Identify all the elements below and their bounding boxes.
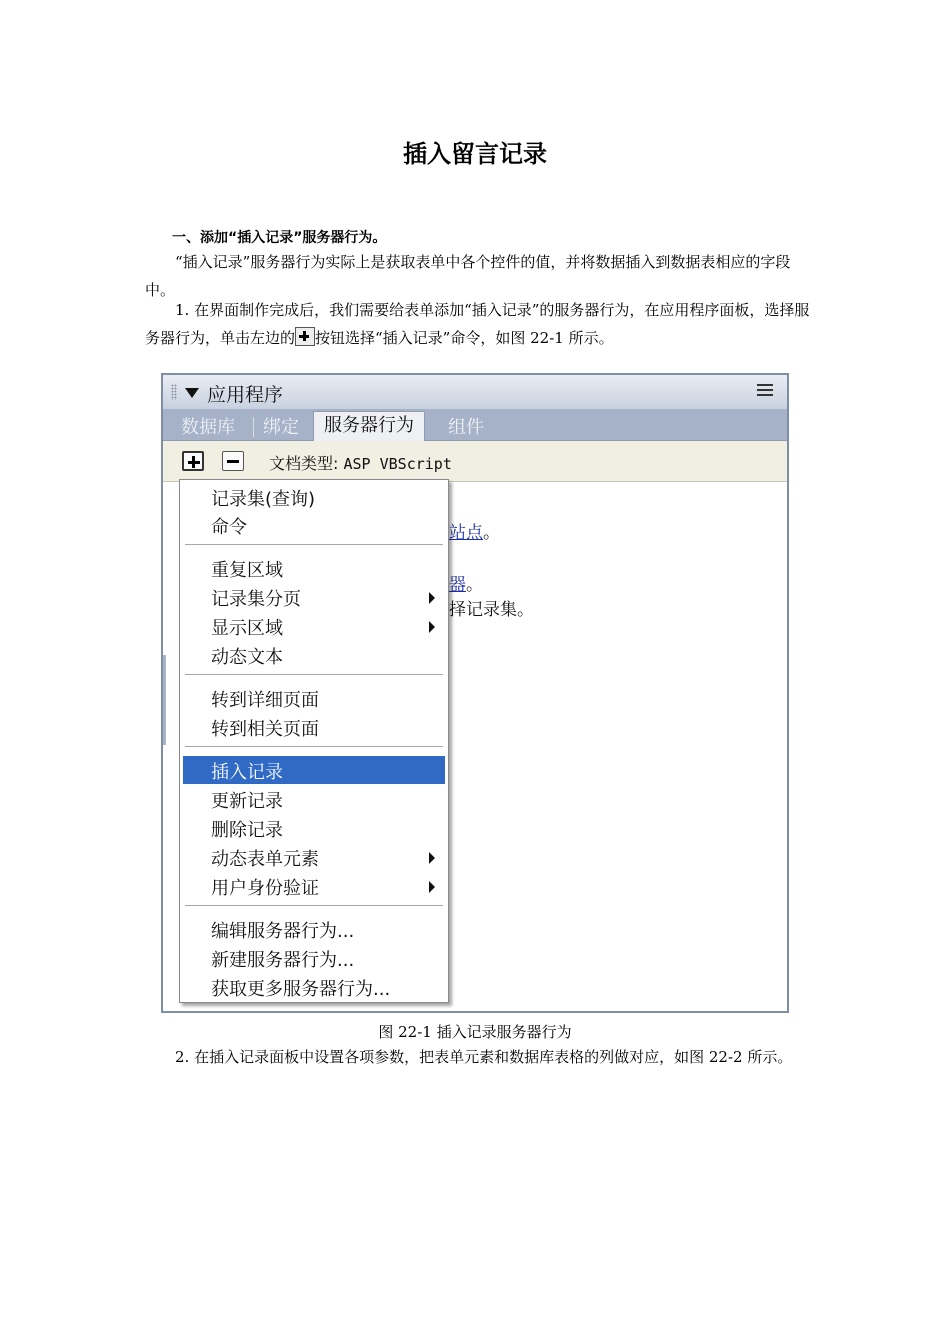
remove-behavior-button[interactable] [222,451,244,471]
paragraph-intro: “插入记录”服务器行为实际上是获取表单中各个控件的值，并将数据插入到数据表相应的字段中。 [145,253,791,299]
menu-item-go-to-related-page[interactable]: 转到相关页面 [211,719,319,740]
menu-item-repeat-region[interactable]: 重复区域 [211,560,283,581]
menu-item-delete-record[interactable]: 删除记录 [211,820,283,841]
menu-item-get-more-server-behaviors[interactable]: 获取更多服务器行为... [211,979,391,1000]
panel-tabs [163,409,787,441]
menu-item-recordset-paging[interactable]: 记录集分页 [183,583,445,611]
menu-item-dynamic-form-elements[interactable]: 动态表单元素 [183,843,445,871]
tab-components[interactable]: 组件 [448,417,484,438]
step-1-text-after: 按钮选择“插入记录”命令，如图 22-1 所示。 [315,329,614,347]
submenu-arrow-icon [429,881,435,893]
tab-database[interactable]: 数据库 [181,417,235,438]
menu-item-go-to-detail-page[interactable]: 转到详细页面 [211,690,319,711]
add-behavior-button[interactable] [182,451,204,471]
paragraph-step-2: 2. 在插入记录面板中设置各项参数，把表单元素和数据库表格的列做对应，如图 22-2 所示。 [175,1048,793,1066]
paragraph-step-1 [145,296,810,352]
menu-item-insert-record[interactable]: 插入记录 [183,756,445,784]
menu-item-show-region[interactable]: 显示区域 [183,612,445,640]
menu-item-new-server-behavior[interactable]: 新建服务器行为... [211,950,355,971]
submenu-arrow-icon [429,621,435,633]
menu-item-command[interactable]: 命令 [211,517,247,538]
server-behavior-menu [179,479,449,1003]
menu-item-recordset[interactable]: 记录集(查询) [211,489,316,510]
server-link[interactable]: 器 [449,575,466,595]
document-type: 文档类型: ASP VBScript [269,454,452,473]
tab-server-behaviors[interactable]: 服务器行为 [313,411,425,441]
grip-icon[interactable] [171,384,177,400]
page-title: 插入留言记录 [403,140,547,168]
figure-caption: 图 22-1 插入记录服务器行为 [378,1023,572,1041]
application-panel-screenshot [161,373,789,1013]
panel-title: 应用程序 [207,384,284,406]
plus-icon [295,327,315,346]
background-text-1: 站点。 [449,523,500,543]
panel-title-bar [163,375,787,410]
menu-item-user-authentication[interactable]: 用户身份验证 [183,872,445,900]
step-1-text-before: 1. 在界面制作完成后，我们需要给表单添加“插入记录”的服务器行为，在应用程序面板，选择服务器行为，单击左边的 [145,301,810,347]
collapse-triangle-icon[interactable] [185,388,199,398]
panel-toolbar [163,441,787,482]
tab-bindings[interactable]: 绑定 [263,417,299,438]
section-heading: 一、添加“插入记录”服务器行为。 [172,230,387,246]
menu-item-update-record[interactable]: 更新记录 [211,791,283,812]
menu-item-edit-server-behaviors[interactable]: 编辑服务器行为... [211,921,355,942]
submenu-arrow-icon [429,852,435,864]
document-type-value: ASP VBScript [343,455,452,473]
background-text-3: 择记录集。 [449,600,534,620]
site-link[interactable]: 站点 [449,523,483,543]
background-text-2: 器。 [449,575,483,595]
submenu-arrow-icon [429,592,435,604]
options-menu-icon[interactable] [757,384,773,398]
menu-item-dynamic-text[interactable]: 动态文本 [211,647,283,668]
